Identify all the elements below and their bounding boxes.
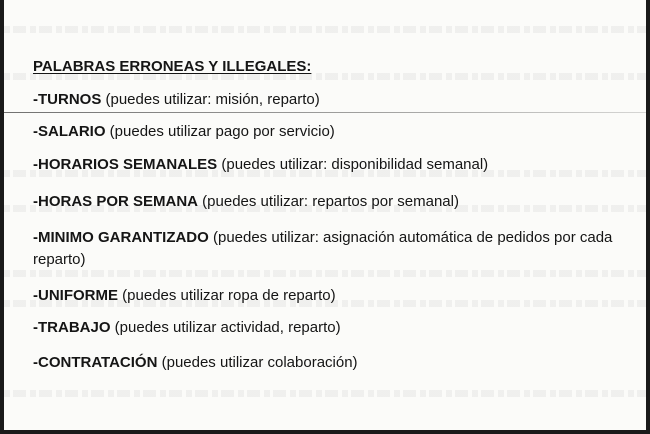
forbidden-word: -TURNOS	[33, 91, 102, 108]
term-item	[33, 317, 618, 339]
bleed-through-line	[4, 390, 646, 397]
term-item	[33, 154, 618, 176]
allowed-alternative: (puedes utilizar actividad, reparto)	[110, 319, 341, 336]
term-item	[33, 191, 618, 213]
term-item	[33, 227, 618, 271]
allowed-alternative: (puedes utilizar ropa de reparto)	[118, 287, 336, 304]
allowed-alternative: (puedes utilizar colaboración)	[157, 354, 358, 371]
bleed-through-line	[4, 26, 646, 33]
forbidden-word: -HORARIOS SEMANALES	[33, 156, 218, 173]
bleed-through-line	[4, 270, 646, 277]
forbidden-word: -CONTRATACIÓN	[33, 354, 158, 371]
allowed-alternative: (puedes utilizar: disponibilidad semanal)	[217, 156, 489, 173]
allowed-alternative: (puedes utilizar: repartos por semanal)	[198, 193, 459, 210]
allowed-alternative: (puedes utilizar: asignación automática de pedidos por cada reparto)	[33, 229, 613, 268]
forbidden-word: -TRABAJO	[33, 319, 111, 336]
term-item	[33, 121, 618, 143]
forbidden-word: -HORAS POR SEMANA	[33, 193, 199, 210]
forbidden-word: -UNIFORME	[33, 287, 118, 304]
forbidden-word: -MINIMO GARANTIZADO	[33, 229, 209, 246]
document-page	[4, 0, 646, 430]
page-fold-line	[4, 112, 646, 113]
term-item	[33, 352, 618, 374]
allowed-alternative: (puedes utilizar pago por servicio)	[105, 123, 335, 140]
term-item	[33, 285, 618, 307]
section-heading: PALABRAS ERRONEAS Y ILLEGALES:	[33, 58, 312, 75]
forbidden-word: -SALARIO	[33, 123, 106, 140]
term-item	[33, 89, 618, 111]
allowed-alternative: (puedes utilizar: misión, reparto)	[101, 91, 320, 108]
